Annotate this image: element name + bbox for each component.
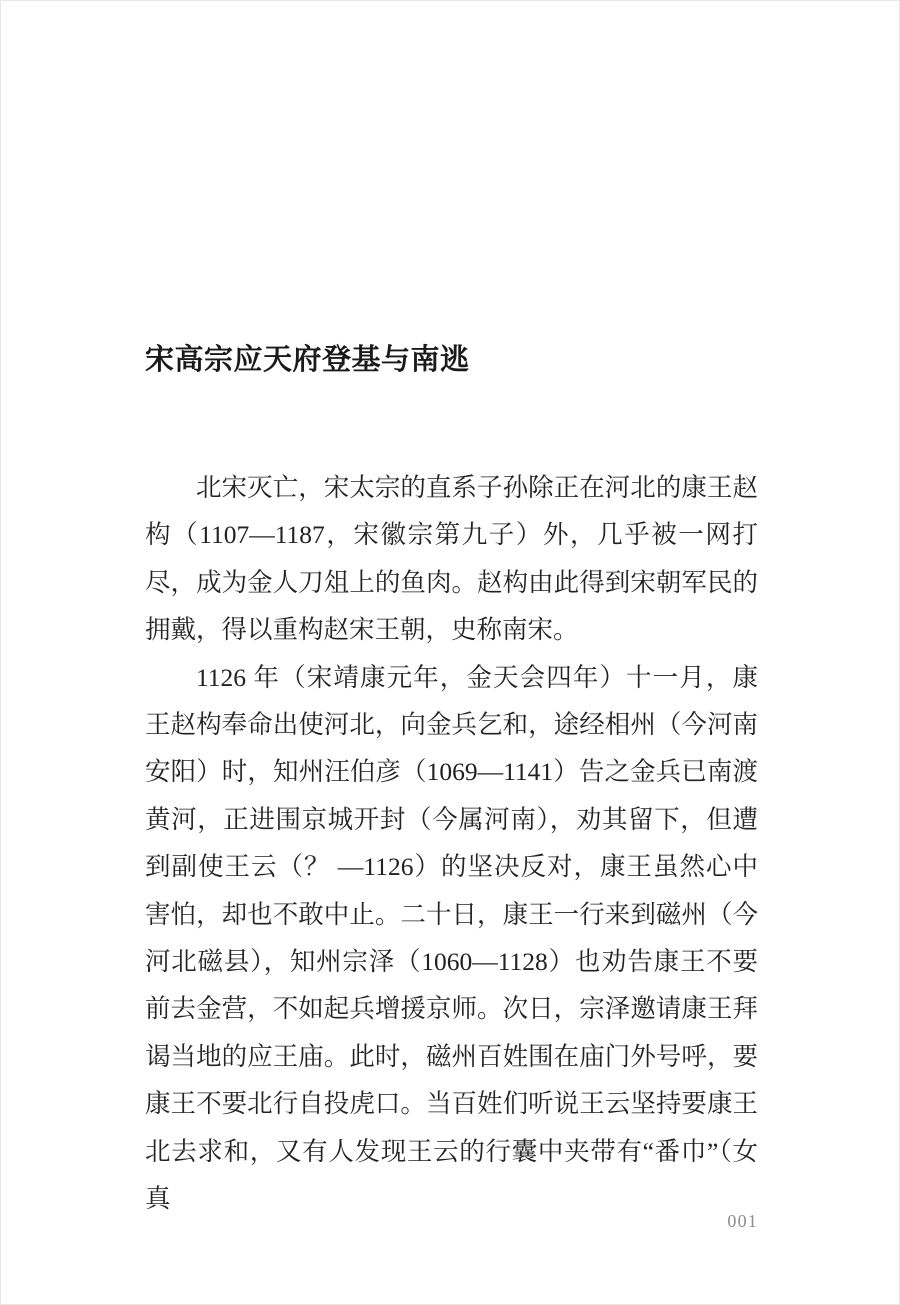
body-paragraph: 北宋灭亡，宋太宗的直系子孙除正在河北的康王赵构（1107—1187，宋徽宗第九子）外，几乎被一网打尽，成为金人刀俎上的鱼肉。赵构由此得到宋朝军民的拥戴，得以重构赵宋王朝，史称南宋。 [145,473,758,645]
body-text-block [145,464,758,1223]
page-title: 宋高宗应天府登基与南逃 [145,344,470,377]
page-content-frame [145,1,758,1305]
page-number: 001 [727,1211,758,1231]
body-paragraph: 1126 年（宋靖康元年，金天会四年）十一月，康王赵构奉命出使河北，向金兵乞和，途经相州（今河南安阳）时，知州汪伯彦（1069—1141）告之金兵已南渡黄河，正进围京城开封（今属河南），劝其留下，但遭到副使王云（？ —1126）的坚决反对，康王虽然心中害怕，却也不敢中止。二十日，康王一行来到磁州（今河北磁县），知州宗泽（1060—1128）也劝告康王不要前去金营，不如起兵增援京师。次日，宗泽邀请康王拜谒当地的应王庙。此时，磁州百姓围在庙门外号呼，要康王不要北行自投虎口。当百姓们听说王云坚持要康王北去求和，又有人发现王云的行囊中夹带有“番巾”（女真 [145,662,758,1214]
